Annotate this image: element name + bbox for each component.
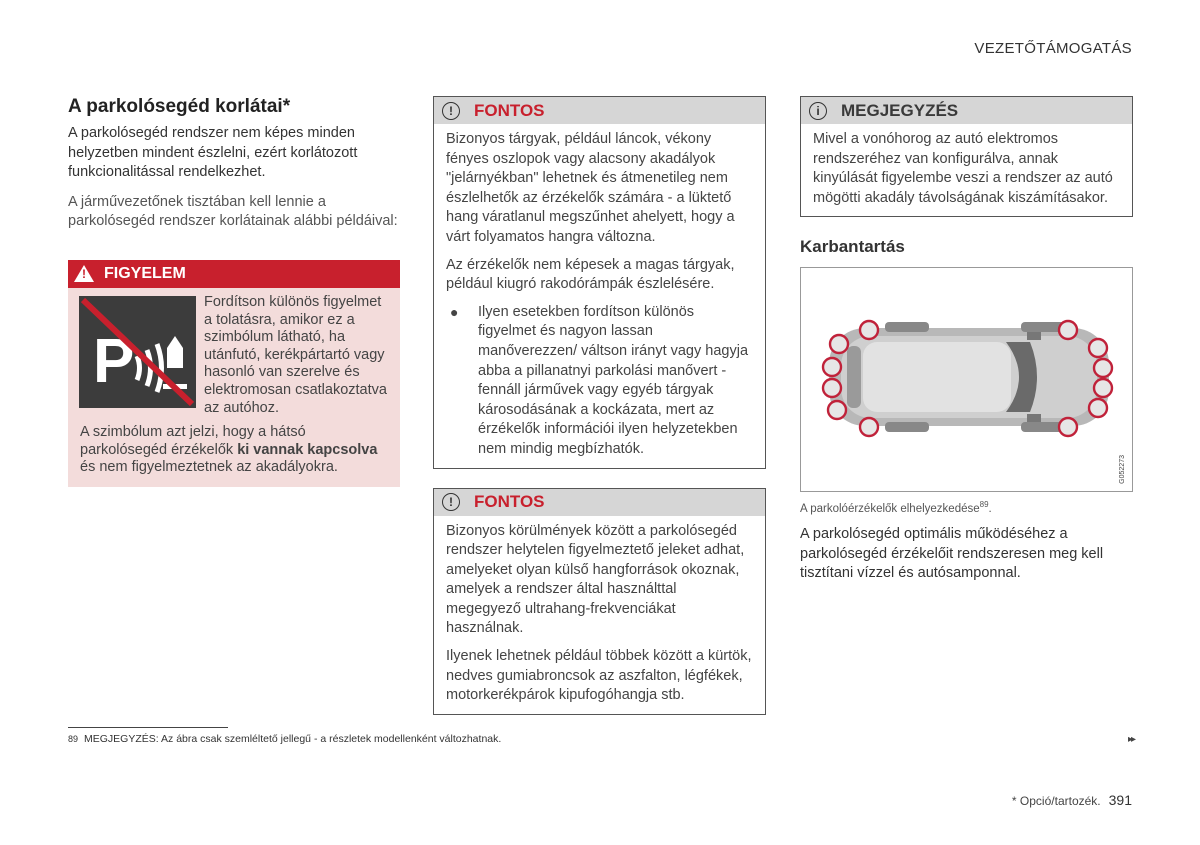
important-label-1: FONTOS [474,100,545,120]
important-1-bullet: Ilyen esetekben fordítson különös figyelmet és nagyon lassan manőverezzen/ váltson irányt vagy hagyja abba a pillanatnyi parkolási manővert - fennáll járművek vagy egyéb tárgyak károsodásának a kockázata, mert az érzékelők információi ilyen helyzetekben nem mindig megbízhatók. [478,303,749,457]
footnote: 89 MEGJEGYZÉS: Az ábra csak szemléltető jellegű - a részletek modellenként változhatnak. [68,733,502,745]
important-box-2 [433,488,766,715]
page-number: 391 [1108,792,1132,808]
bullet-icon: ● [450,303,459,320]
figure-caption: A parkolóérzékelők elhelyezkedése$^{89}$. [800,500,992,516]
footnote-divider [68,727,228,728]
page-footer [1012,792,1132,808]
footnote-reference: 89 [979,500,989,510]
important-box-1 [433,96,766,469]
exclamation-circle-icon: ! [442,493,460,511]
maintenance-paragraph: A parkolósegéd optimális működéséhez a parkolósegéd érzékelőit rendszeresen meg kell tisztítani vízzel és autósamponnal. [800,526,1104,582]
warning-explanation: A szimbólum azt jelzi, hogy a hátsó parkolósegéd érzékelők ki vannak kapcsolva és nem figyelmeztetnek az akadályokra. [80,424,378,476]
right-column [800,96,1133,584]
maintenance-title: Karbantartás [800,237,905,257]
important-2-paragraph-1: Bizonyos körülmények között a parkolósegéd rendszer helytelen figyelmeztető jeleket adhat, amelyeket olyan külső hangforrások okoznak, amelyek a rendszer által használttal megegyező ultrahang-frekvenciákat használnak. [446,522,745,637]
note-box [800,96,1133,217]
next-page-arrows-icon: ▸▸ [1127,734,1134,745]
intro-paragraph: A parkolósegéd rendszer nem képes minden helyzetben mindent észlelni, ezért korlátozott funkcionalitással rendelkezhet. [68,125,358,181]
warning-text: Fordítson különös figyelmet a tolatásra, amikor ez a szimbólum látható, ha utánfutó, kerékpártartó vagy hasonló van szerelve és elektromosan csatlakoztatva az autóhoz. [204,293,387,416]
important-header-2 [434,489,765,516]
note-header [801,97,1132,124]
middle-column [433,96,766,715]
important-1-paragraph-1: Bizonyos tárgyak, például láncok, vékony fényes oszlopok vagy alacsony akadályok "jelárnyékban" lehetnek és átmenetileg nem észlelhetők az érzékelők számára - a lüktető hang váratlanul megszűnhet ahelyett, hogy a várt folyamatos hangra változna. [446,131,735,245]
important-2-paragraph-2: Ilyenek lehetnek például többek között a kürtök, nedves gumiabroncsok az aszfalton, légfékek, motorkerékpárok kipufogóhangja stb. [446,648,752,704]
warning-triangle-icon: ! [74,265,94,282]
examples-paragraph: A járművezetőnek tisztában kell lennie a parkolósegéd rendszer korlátainak alábbi példáival: [68,193,398,230]
exclamation-circle-icon: ! [442,102,460,120]
info-circle-icon: i [809,102,827,120]
park-assist-disabled-icon [79,296,196,408]
list-item [446,303,753,460]
warning-label: FIGYELEM [104,264,186,282]
important-1-paragraph-2: Az érzékelők nem képesek a magas tárgyak, például kiugró rakodórámpák észlelésére. [446,256,735,293]
note-text: Mivel a vonóhorog az autó elektromos rendszeréhez van konfigurálva, annak kinyúlását figyelembe veszi a rendszer az autó mögötti akadály távolságának kiszámításakor. [813,131,1113,206]
left-column [68,96,400,487]
warning-box [68,260,400,487]
park-symbol-letter: P [93,326,135,396]
section-header: VEZETŐTÁMOGATÁS [974,40,1132,57]
important-label-2: FONTOS [474,492,545,511]
optional-accessory-note: * Opció/tartozék. [1011,794,1101,808]
warning-header [68,260,400,288]
section-title: A parkolósegéd korlátai* [68,96,291,117]
car-top-view-illustration [801,268,1132,491]
note-label: MEGJEGYZÉS [841,100,959,120]
figure-code: G052273 [1119,454,1126,484]
sensor-location-figure [800,267,1133,492]
important-header-1 [434,97,765,124]
